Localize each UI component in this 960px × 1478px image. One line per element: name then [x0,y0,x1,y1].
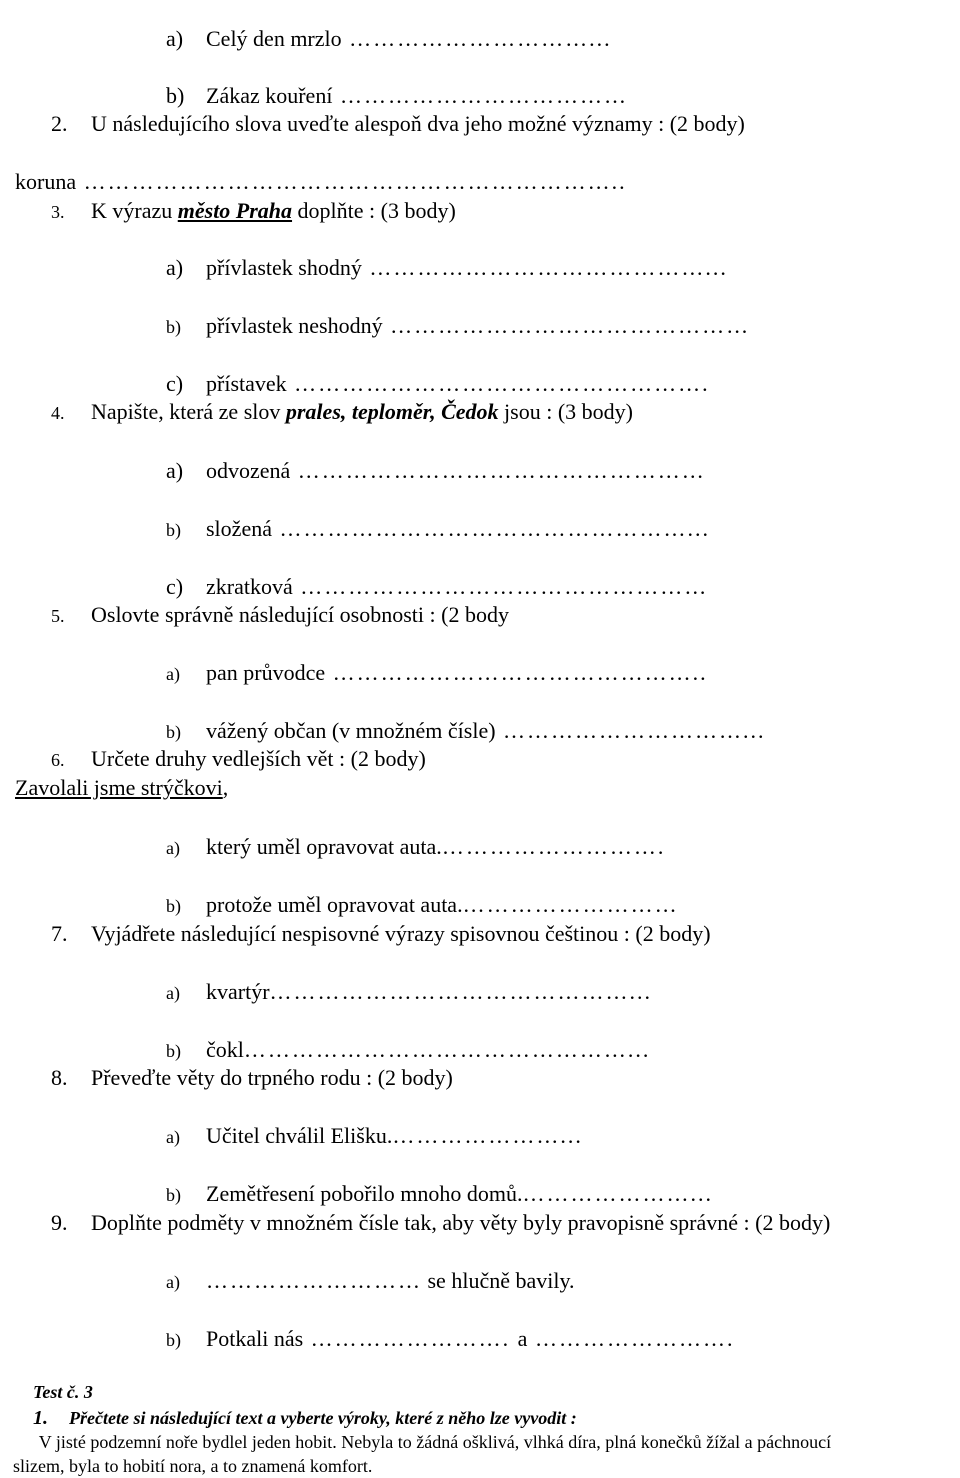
question-number: 5. [51,606,65,626]
item-text: Celý den mrzlo [206,26,342,51]
answer-blank[interactable]: ……………………………………… [382,313,751,338]
answer-blank-1[interactable]: ……………………. [303,1326,518,1351]
answer-blank[interactable]: …………………... [522,1181,713,1206]
item-text: pan průvodce [206,660,326,685]
question-number: 8. [51,1065,68,1090]
item-text: přívlastek shodný [206,255,362,280]
question-9 [40,1184,830,1236]
item-marker: b) [166,1041,181,1061]
item-text: Potkali nás [206,1326,304,1351]
question-4 [40,373,633,426]
question-number: 4. [51,403,65,423]
item-marker: a) [166,458,184,483]
item-marker: b) [166,722,181,742]
question-8 [40,1039,453,1091]
answer-blank[interactable]: …………………………………………… [292,574,709,599]
instruction-text: Přečtete si následující text a vyberte výroky, které z něho lze vyvodit : [69,1408,577,1428]
item-marker: b) [166,83,185,108]
item-marker: a) [166,1127,180,1147]
question-text: Vyjádřete následující nespisovné výrazy spisovnou češtinou : (2 body) [91,921,711,946]
answer-blank[interactable]: …………………………………………… [290,458,706,483]
item-marker: a) [166,838,180,858]
item-a-cely-den [155,0,612,52]
item-4b [155,490,710,543]
question-2 [40,85,745,137]
answer-blank[interactable]: …………………………………………... [243,1037,651,1062]
question-words: prales, teploměr, Čedok [285,399,499,424]
question-3 [40,172,456,225]
item-4a [155,432,706,484]
item-text: odvozená [206,458,291,483]
question-text: Oslovte správně následující osobnosti : (2 body [91,602,509,627]
question-5 [40,576,509,629]
item-conjunction: a [517,1326,528,1351]
question-text: U následujícího slova uveďte alespoň dva jeho možné významy : (2 body) [91,111,745,136]
item-8a [155,1097,583,1150]
test-title-text: Test č. 3 [33,1382,93,1402]
item-6a [155,808,665,861]
question-term: město Praha [177,198,293,223]
item-marker: a) [166,983,180,1003]
item-marker: b) [166,317,181,337]
question-number: 9. [51,1210,68,1235]
item-7a [155,953,652,1006]
question-text-post: doplňte : (3 body) [292,198,456,223]
question-text: Určete druhy vedlejších vět : (2 body) [91,746,426,771]
answer-blank[interactable]: ……………………………………... [361,255,728,280]
item-9b [155,1300,734,1353]
answer-blank[interactable]: …………………………... [495,718,766,743]
answer-blank[interactable]: ……………………………………………... [271,516,710,541]
item-text: složená [206,516,272,541]
answer-blank[interactable]: ……………………………… [332,83,628,108]
question-text-pre: Napište, která ze slov [91,399,286,424]
passage-line-2 [4,1430,372,1478]
answer-blank[interactable]: …………………... [392,1123,583,1148]
item-text: kvartýr [206,979,270,1004]
question-number: 2. [51,111,68,136]
instruction-number: 1. [33,1407,48,1429]
item-marker: a) [166,664,180,684]
item-text: který uměl opravovat auta. [206,834,442,859]
item-marker: c) [166,574,184,599]
question-number: 3. [51,202,65,222]
main-sentence [4,749,228,801]
item-3a [155,229,728,281]
question-text: Doplňte podměty v množném čísle tak, aby věty byly pravopisně správné : (2 body) [91,1210,831,1235]
passage-text: V jisté podzemní noře bydlel jeden hobit. Nebyla to žádná ošklivá, vlhká díra, plná konečků žížal a páchnoucí [38,1432,832,1452]
item-marker: b) [166,896,181,916]
passage-text: slizem, byla to hobití nora, a to znamená komfort. [13,1456,373,1476]
item-text: Učitel chválil Elišku. [206,1123,393,1148]
item-marker: a) [166,26,184,51]
item-marker: a) [166,1272,180,1292]
answer-blank[interactable]: ………………………. [441,834,666,859]
question-number: 6. [51,750,65,770]
item-text: čokl [206,1037,244,1062]
question-text-pre: K výrazu [91,198,178,223]
item-5a [155,634,708,687]
sentence-comma: , [222,775,229,800]
question-7 [40,895,711,947]
item-text: protože uměl opravovat auta. [206,892,463,917]
item-marker: b) [166,520,181,540]
question-text-post: jsou : (3 body) [498,399,633,424]
item-marker: b) [166,1185,181,1205]
answer-blank-2[interactable]: ……………………. [527,1326,735,1351]
answer-blank[interactable]: ……………………… [462,892,679,917]
item-text: Zákaz kouření [206,83,333,108]
word-label: koruna [15,169,77,194]
item-text: přístavek [206,371,287,396]
answer-blank[interactable]: ……………………………………………. [286,371,710,396]
answer-blank[interactable]: …………………………... [341,26,612,51]
item-text: vážený občan (v množném čísle) [206,718,496,743]
answer-blank[interactable]: ……………………… [206,1268,422,1293]
underlined-sentence: Zavolali jsme strýčkovi [15,775,223,800]
answer-blank[interactable]: ………………………………………... [269,979,653,1004]
item-text: Zemětřesení pobořilo mnoho domů. [206,1181,523,1206]
item-marker: b) [166,1330,181,1350]
item-text: přívlastek neshodný [206,313,383,338]
item-marker: a) [166,255,184,280]
answer-blank[interactable]: ………………………………………………………….. [76,169,627,194]
item-text: se hlučně bavily. [422,1268,575,1293]
item-text: zkratková [206,574,293,599]
question-text: Převeďte věty do trpného rodu : (2 body) [91,1065,453,1090]
question-number: 7. [51,921,68,946]
item-9a [155,1242,575,1295]
answer-blank[interactable]: ……………………………………….. [325,660,708,685]
item-3b [155,287,750,340]
item-marker: c) [166,371,184,396]
